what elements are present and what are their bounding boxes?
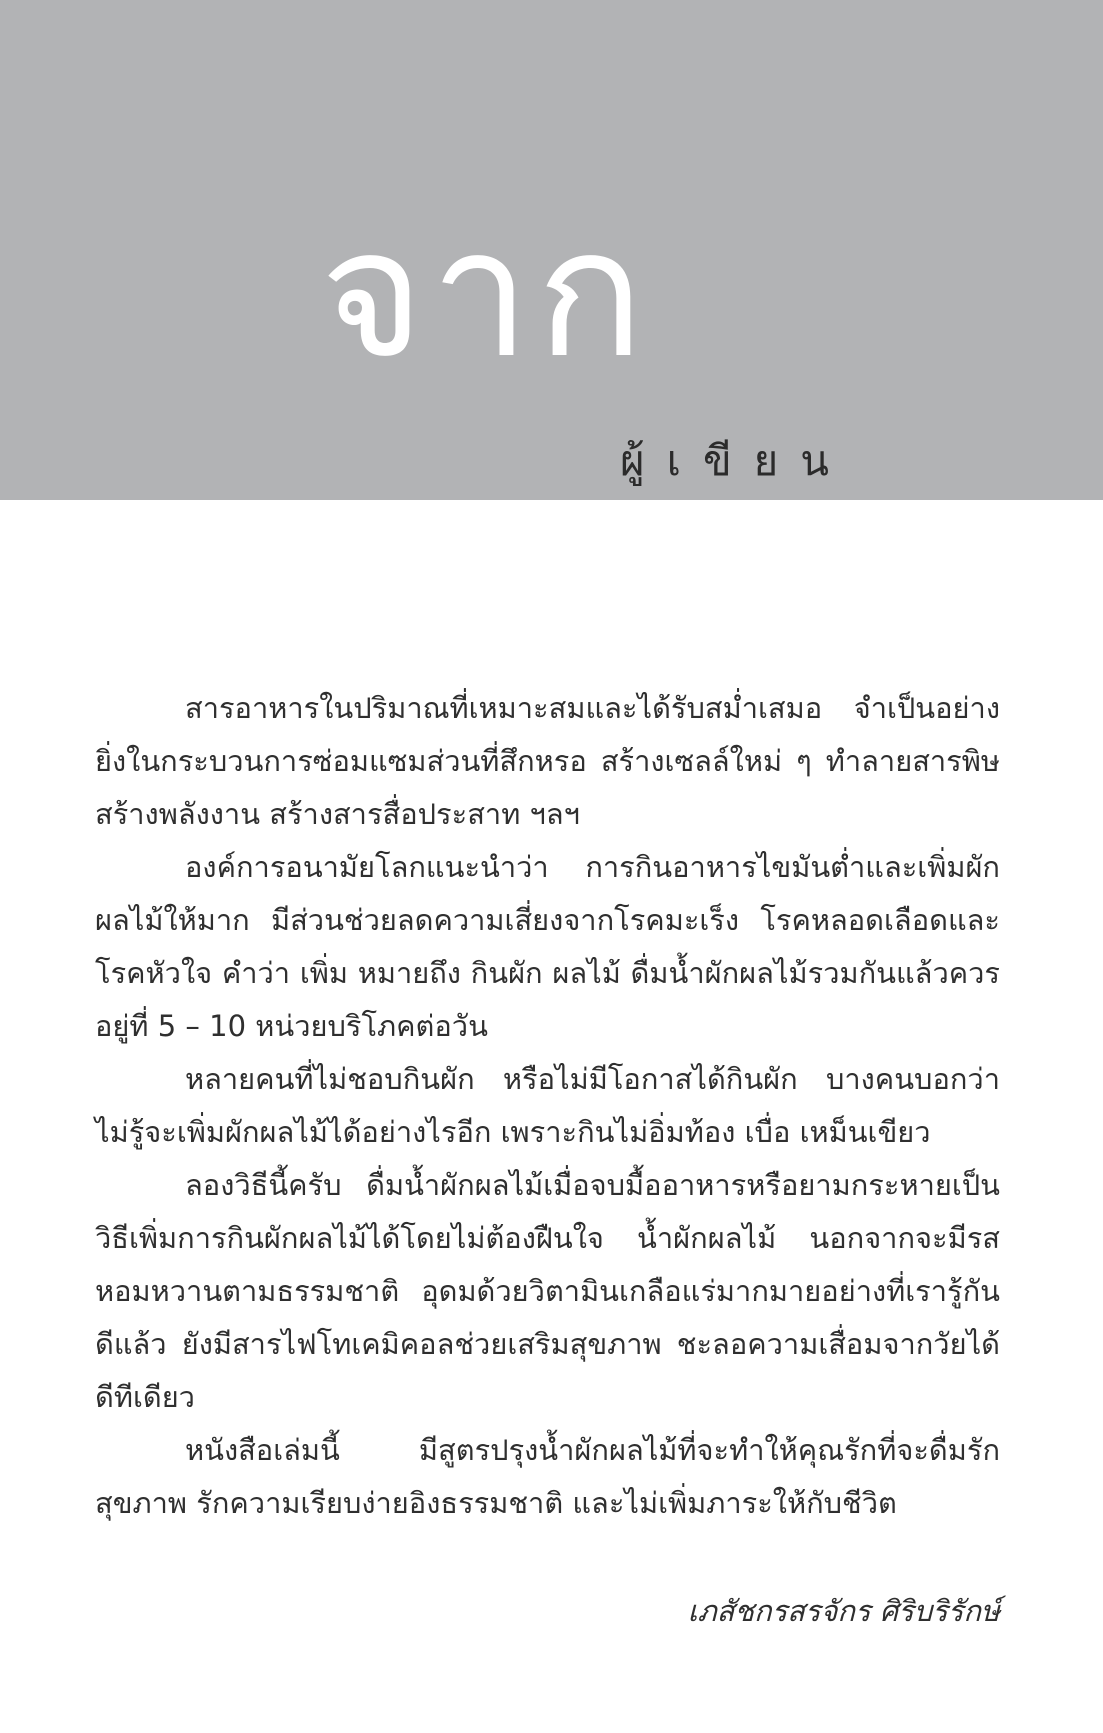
paragraph: ลองวิธีนี้ครับ ดื่มน้ำผักผลไม้เมื่อจบมื้ออาหารหรือยามกระหายเป็นวิธีเพิ่มการกินผักผลไม้ได้โดยไม่ต้องฝืนใจ น้ำผักผลไม้ นอกจากจะมีรสหอมหวานตามธรรมชาติ อุดมด้วยวิตามินเกลือแร่มากมายอย่างที่เรารู้กันดีแล้ว ยังมีสารไฟโทเคมิคอลช่วยเสริมสุขภาพ ชะลอความเสื่อมจากวัยได้ดีทีเดียว bbox=[95, 1168, 1000, 1414]
paragraph: องค์การอนามัยโลกแนะนำว่า การกินอาหารไขมันต่ำและเพิ่มผักผลไม้ให้มาก มีส่วนช่วยลดความเสี่ยงจากโรคมะเร็ง โรคหลอดเลือดและโรคหัวใจ คำว่า เพิ่ม หมายถึง กินผัก ผลไม้ ดื่มน้ำผักผลไม้รวมกันแล้วควรอยู่ที่ 5 – 10 หน่วยบริโภคต่อวัน bbox=[95, 850, 1000, 1043]
author-signature: เภสัชกรสรจักร ศิริบริรักษ์ bbox=[687, 1594, 1000, 1628]
page-title: จาก bbox=[320, 190, 651, 397]
paragraph: หลายคนที่ไม่ชอบกินผัก หรือไม่มีโอกาสได้กินผัก บางคนบอกว่าไม่รู้จะเพิ่มผักผลไม้ได้อย่างไรอีก เพราะกินไม่อิ่มท้อง เบื่อ เหม็นเขียว bbox=[95, 1062, 1000, 1149]
page-subtitle: ผู้เขียน bbox=[620, 436, 851, 485]
body-text bbox=[95, 682, 1000, 1530]
paragraph: สารอาหารในปริมาณที่เหมาะสมและได้รับสม่ำเสมอ จำเป็นอย่างยิ่งในกระบวนการซ่อมแซมส่วนที่สึกหรอ สร้างเซลล์ใหม่ ๆ ทำลายสารพิษ สร้างพลังงาน สร้างสารสื่อประสาท ฯลฯ bbox=[95, 691, 1000, 831]
paragraph: หนังสือเล่มนี้ มีสูตรปรุงน้ำผักผลไม้ที่จะทำให้คุณรักที่จะดื่มรักสุขภาพ รักความเรียบง่ายอิงธรรมชาติ และไม่เพิ่มภาระให้กับชีวิต bbox=[95, 1433, 1000, 1520]
